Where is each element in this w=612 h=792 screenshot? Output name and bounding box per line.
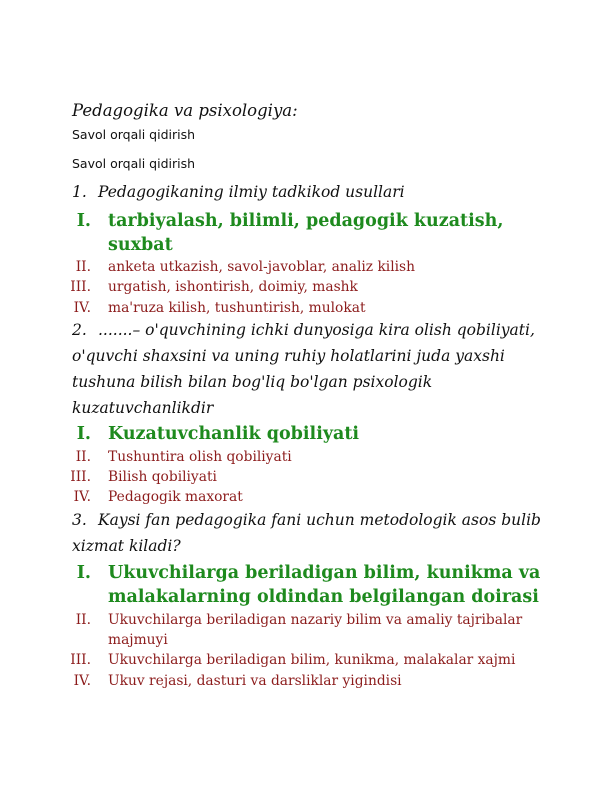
option-number: IV.	[73, 489, 91, 505]
option-text: Kuzatuvchanlik qobiliyati	[108, 424, 360, 444]
question-number: 1.	[72, 183, 87, 201]
answer-option-correct	[56, 209, 546, 257]
answer-option	[56, 298, 546, 318]
answer-option-correct	[56, 561, 546, 609]
option-text: Tushuntira olish qobiliyati	[108, 449, 292, 465]
answer-option	[56, 447, 546, 467]
option-number: III.	[70, 279, 91, 295]
document-title: Pedagogika va psixologiya:	[72, 101, 298, 120]
option-number: IV.	[73, 300, 91, 316]
option-text: Pedagogik maxorat	[108, 489, 243, 505]
answer-option-correct	[56, 422, 546, 446]
answer-option	[56, 257, 546, 277]
search-by-question-text: Savol orqali qidirish	[72, 156, 196, 171]
question-1	[72, 179, 542, 205]
question-2	[72, 317, 542, 421]
option-number: II.	[75, 449, 91, 465]
option-text: Ukuvchilarga beriladigan bilim, kunikma va malakalarning oldindan belgilangan doirasi	[108, 563, 541, 607]
answer-option	[56, 487, 546, 507]
question-3	[72, 507, 542, 559]
option-text: urgatish, ishontirish, doimiy, mashk	[108, 279, 358, 295]
option-text: tarbiyalash, bilimli, pedagogik kuzatish, suxbat	[108, 211, 504, 255]
answer-option	[56, 467, 546, 487]
option-number: I.	[76, 424, 91, 444]
option-number: I.	[76, 563, 91, 583]
option-number: II.	[75, 259, 91, 275]
option-text: Bilish qobiliyati	[108, 469, 217, 485]
option-number: IV.	[73, 673, 91, 689]
option-number: I.	[76, 211, 91, 231]
option-number: III.	[70, 652, 91, 668]
option-text: ma'ruza kilish, tushuntirish, mulokat	[108, 300, 366, 316]
answer-option	[56, 610, 546, 650]
search-by-question-link[interactable]: Savol orqali qidirish	[72, 127, 196, 142]
option-number: III.	[70, 469, 91, 485]
question-number: 3.	[72, 511, 87, 529]
option-number: II.	[75, 612, 91, 628]
question-text: Pedagogikaning ilmiy tadkikod usullari	[98, 183, 405, 201]
option-text: Ukuv rejasi, dasturi va darsliklar yigindisi	[108, 673, 402, 689]
question-text: .......– o'quvchining ichki dunyosiga kira olish qobiliyati, o'quvchi shaxsini va uning ruhiy holatlarini juda yaxshi tushuna bilish bilan bog'liq bo'lgan psixologik kuzatuvchanlikdir	[72, 321, 535, 417]
option-text: Ukuvchilarga beriladigan bilim, kunikma, malakalar xajmi	[108, 652, 516, 668]
option-text: anketa utkazish, savol-javoblar, analiz kilish	[108, 259, 416, 275]
question-number: 2.	[72, 321, 87, 339]
option-text: Ukuvchilarga beriladigan nazariy bilim va amaliy tajribalar majmuyi	[108, 612, 523, 648]
answer-option	[56, 671, 546, 691]
answer-option	[56, 277, 546, 297]
question-text: Kaysi fan pedagogika fani uchun metodologik asos bulib xizmat kiladi?	[72, 511, 541, 555]
answer-option	[56, 650, 546, 670]
